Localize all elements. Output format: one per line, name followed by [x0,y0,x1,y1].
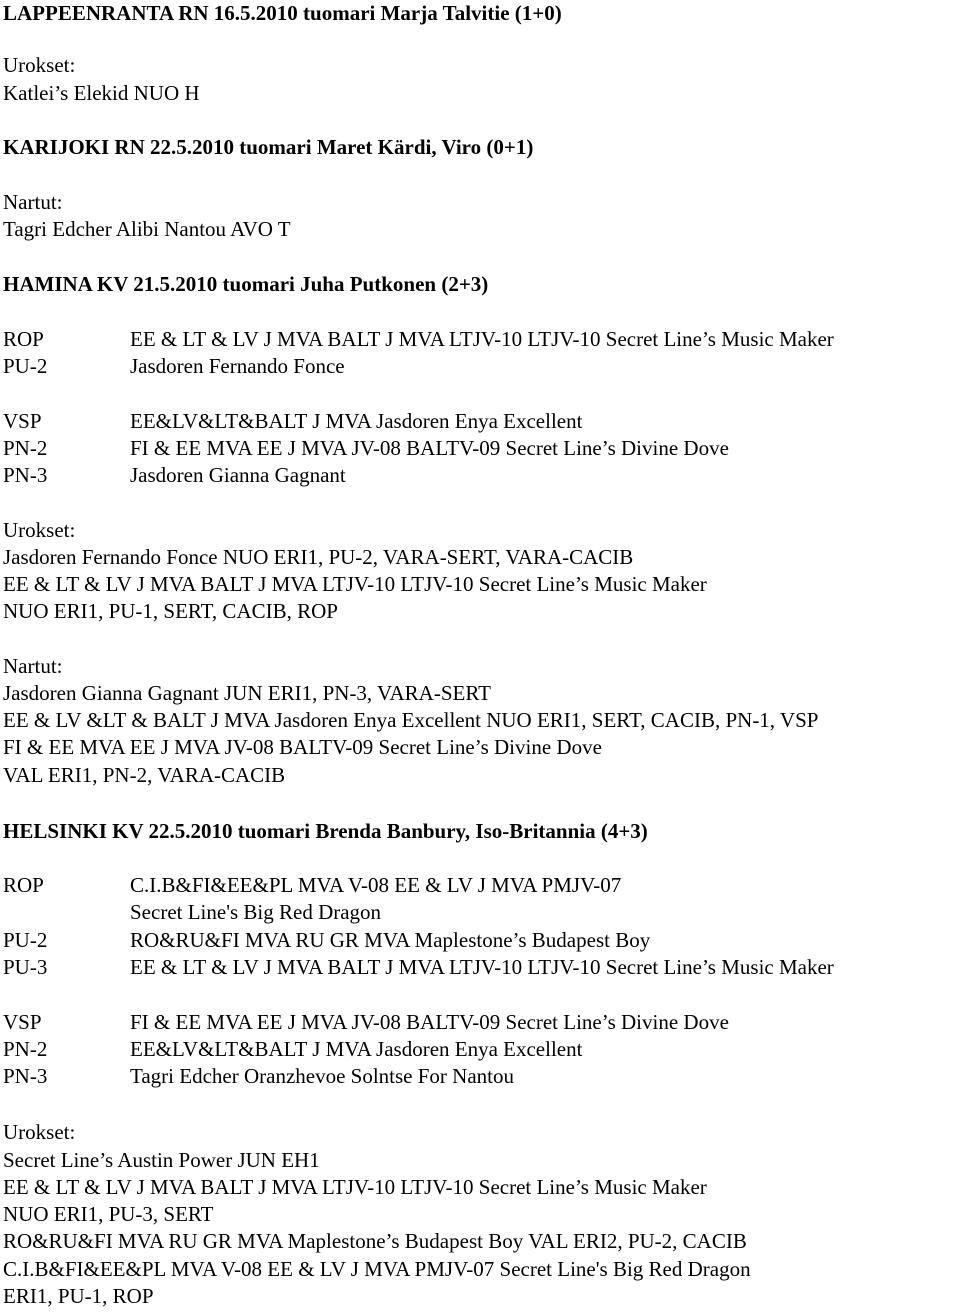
result-line: EE & LT & LV J MVA BALT J MVA LTJV-10 LTJV-10 Secret Line’s Music Maker [3,1175,707,1199]
placement-label: PN-2 [3,436,48,460]
show-heading-lappeenranta: LAPPEENRANTA RN 16.5.2010 tuomari Marja Talvitie (1+0) [3,1,562,25]
placement-label: ROP [3,327,44,351]
placement-value: FI & EE MVA EE J MVA JV-08 BALTV-09 Secret Line’s Divine Dove [130,1010,729,1034]
placement-value: Jasdoren Fernando Fonce [130,354,345,378]
placement-value: FI & EE MVA EE J MVA JV-08 BALTV-09 Secret Line’s Divine Dove [130,436,729,460]
placement-label: PU-3 [3,955,48,979]
group-label-males: Urokset: [3,53,76,77]
show-heading-karijoki: KARIJOKI RN 22.5.2010 tuomari Maret Kärdi, Viro (0+1) [3,135,534,159]
result-line: NUO ERI1, PU-3, SERT [3,1202,214,1226]
placement-label: ROP [3,873,44,897]
result-line: EE & LV &LT & BALT J MVA Jasdoren Enya Excellent NUO ERI1, SERT, CACIB, PN-1, VSP [3,708,819,732]
result-line: ERI1, PU-1, ROP [3,1284,154,1308]
placement-value: Secret Line's Big Red Dragon [130,900,382,924]
group-label-females: Nartut: [3,654,63,678]
result-line: Tagri Edcher Alibi Nantou AVO T [3,217,291,241]
result-line: VAL ERI1, PN-2, VARA-CACIB [3,763,286,787]
result-line: RO&RU&FI MVA RU GR MVA Maplestone’s Budapest Boy VAL ERI2, PU-2, CACIB [3,1229,747,1253]
group-label-females: Nartut: [3,190,63,214]
placement-value: EE&LV&LT&BALT J MVA Jasdoren Enya Excellent [130,409,583,433]
show-heading-helsinki: HELSINKI KV 22.5.2010 tuomari Brenda Banbury, Iso-Britannia (4+3) [3,819,648,843]
result-line: Katlei’s Elekid NUO H [3,81,200,105]
result-line: FI & EE MVA EE J MVA JV-08 BALTV-09 Secret Line’s Divine Dove [3,735,602,759]
show-heading-hamina: HAMINA KV 21.5.2010 tuomari Juha Putkonen (2+3) [3,272,489,296]
result-line: Jasdoren Fernando Fonce NUO ERI1, PU-2, VARA-SERT, VARA-CACIB [3,545,634,569]
placement-value: RO&RU&FI MVA RU GR MVA Maplestone’s Budapest Boy [130,928,651,952]
placement-label: PN-3 [3,463,48,487]
placement-value: Jasdoren Gianna Gagnant [130,463,346,487]
placement-label: PU-2 [3,928,48,952]
placement-label: VSP [3,1010,42,1034]
group-label-males: Urokset: [3,518,76,542]
placement-value: EE & LT & LV J MVA BALT J MVA LTJV-10 LTJV-10 Secret Line’s Music Maker [130,955,834,979]
result-line: Jasdoren Gianna Gagnant JUN ERI1, PN-3, VARA-SERT [3,681,491,705]
placement-label: PN-3 [3,1064,48,1088]
placement-label: VSP [3,409,42,433]
placement-value: Tagri Edcher Oranzhevoe Solntse For Nantou [130,1064,514,1088]
placement-value: EE & LT & LV J MVA BALT J MVA LTJV-10 LTJV-10 Secret Line’s Music Maker [130,327,834,351]
placement-value: EE&LV&LT&BALT J MVA Jasdoren Enya Excellent [130,1037,583,1061]
result-line: EE & LT & LV J MVA BALT J MVA LTJV-10 LTJV-10 Secret Line’s Music Maker [3,572,707,596]
placement-value: C.I.B&FI&EE&PL MVA V-08 EE & LV J MVA PMJV-07 [130,873,622,897]
result-line: C.I.B&FI&EE&PL MVA V-08 EE & LV J MVA PMJV-07 Secret Line's Big Red Dragon [3,1257,751,1281]
placement-label: PU-2 [3,354,48,378]
result-line: NUO ERI1, PU-1, SERT, CACIB, ROP [3,599,338,623]
group-label-males: Urokset: [3,1120,76,1144]
result-line: Secret Line’s Austin Power JUN EH1 [3,1148,320,1172]
placement-label: PN-2 [3,1037,48,1061]
